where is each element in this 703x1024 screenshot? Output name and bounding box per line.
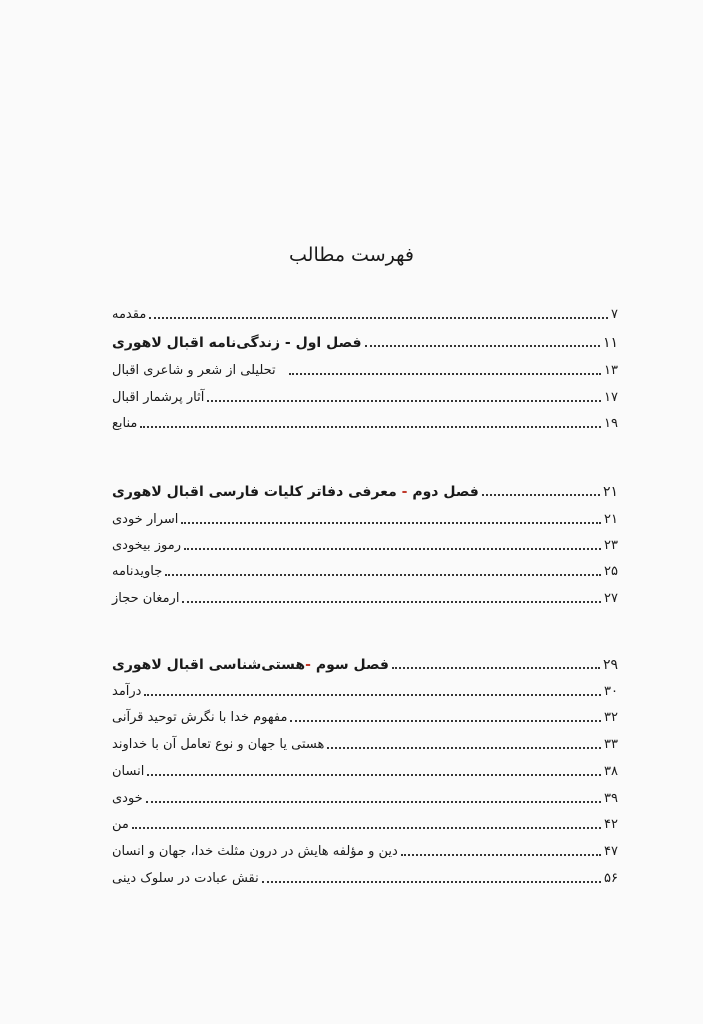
toc-leader-dots	[165, 573, 601, 576]
toc-entry-label: هستی یا جهان و نوع تعامل آن با خداوند	[112, 737, 325, 752]
toc-page-number: ۱۷	[604, 390, 618, 405]
toc-page-number: ۳۲	[604, 710, 618, 725]
toc-entry[interactable]	[112, 385, 618, 407]
toc-entry[interactable]	[112, 358, 618, 380]
toc-page-number: ۵۶	[604, 871, 618, 886]
toc-leader-dots	[149, 316, 608, 319]
toc-entry-label	[112, 656, 389, 674]
chapter-number: فصل دوم	[412, 484, 479, 500]
toc-page-number: ۳۸	[604, 764, 618, 779]
toc-entry[interactable]	[112, 302, 618, 324]
toc-leader-dots	[146, 800, 601, 803]
toc-page-number: ۳۰	[604, 684, 618, 699]
toc-entry-label: مقدمه	[112, 307, 147, 322]
toc-leader-dots	[140, 425, 601, 428]
toc-page-number: ۲۱	[602, 484, 618, 500]
toc-entry-label: آثار پرشمار اقبال	[112, 390, 205, 405]
chapter-separator: -	[305, 657, 316, 673]
toc-chapter-entry[interactable]	[112, 479, 618, 501]
chapter-separator: -	[396, 484, 413, 500]
toc-entry-label: من	[112, 817, 129, 832]
page-title: فهرست مطالب	[289, 244, 414, 266]
chapter-title: هستی‌شناسی اقبال لاهوری	[112, 657, 306, 673]
toc-entry[interactable]	[112, 866, 618, 888]
toc-entry-label: مفهوم خدا با نگرش توحید قرآنی	[112, 710, 288, 725]
toc-page-number: ۲۳	[604, 538, 618, 553]
toc-entry[interactable]	[112, 705, 618, 727]
toc-entry[interactable]	[112, 759, 618, 781]
toc-entry[interactable]	[112, 533, 618, 555]
toc-entry[interactable]	[112, 411, 618, 433]
toc-entry[interactable]	[112, 679, 618, 701]
toc-page-number: ۱۹	[604, 416, 618, 431]
toc-chapter-entry[interactable]	[112, 330, 618, 352]
toc-entry-label: فصل اول - زندگی‌نامه اقبال لاهوری	[112, 335, 362, 351]
toc-entry-label: دین و مؤلفه هایش در درون مثلث خدا، جهان و انسان	[112, 844, 398, 859]
toc-page-number: ۷	[611, 307, 618, 322]
toc-entry[interactable]	[112, 786, 618, 808]
toc-chapter-entry[interactable]	[112, 652, 618, 674]
toc-page-number: ۱۱	[602, 335, 618, 351]
toc-entry-label: انسان	[112, 764, 145, 779]
toc-entry[interactable]	[112, 586, 618, 608]
toc-entry-label: نقش عبادت در سلوک دینی	[112, 871, 259, 886]
chapter-title: معرفی دفاتر کلیات فارسی اقبال لاهوری	[112, 484, 397, 500]
toc-entry-label	[112, 483, 479, 501]
toc-page-number: ۱۳	[604, 363, 618, 378]
toc-entry-label: خودی	[112, 791, 143, 806]
toc-page-number: ۳۹	[604, 791, 618, 806]
toc-entry-label: ارمغان حجاز	[112, 591, 180, 606]
toc-leader-dots	[182, 600, 601, 603]
toc-leader-dots	[290, 719, 601, 722]
toc-entry-label: درآمد	[112, 684, 142, 699]
toc-page-number: ۴۷	[604, 844, 618, 859]
chapter-number: فصل سوم	[315, 657, 389, 673]
toc-leader-dots	[207, 399, 601, 402]
toc-leader-dots	[144, 693, 601, 696]
toc-leader-dots	[392, 666, 600, 669]
toc-page-number: ۲۵	[604, 564, 618, 579]
toc-page-number: ۳۳	[604, 737, 618, 752]
toc-leader-dots	[327, 746, 601, 749]
toc-page-number: ۲۹	[602, 657, 618, 673]
toc-leader-dots	[365, 344, 600, 347]
toc-page-number: ۴۲	[604, 817, 618, 832]
toc-leader-dots	[181, 521, 601, 524]
toc-entry[interactable]	[112, 732, 618, 754]
toc-entry-label: تحلیلی از شعر و شاعری اقبال	[112, 363, 276, 378]
toc-leader-dots	[401, 853, 601, 856]
toc-entry[interactable]	[112, 812, 618, 834]
toc-entry-label: منابع	[112, 416, 138, 431]
toc-leader-dots	[132, 826, 601, 829]
toc-leader-dots	[147, 773, 601, 776]
toc-entry-label: اسرار خودی	[112, 512, 179, 527]
toc-entry[interactable]	[112, 559, 618, 581]
toc-leader-dots	[289, 372, 601, 375]
toc-entry[interactable]	[112, 507, 618, 529]
toc-leader-dots	[482, 493, 600, 496]
toc-entry-label: رموز بیخودی	[112, 538, 181, 553]
toc-page-number: ۲۷	[604, 591, 618, 606]
toc-leader-dots	[184, 547, 601, 550]
toc-entry[interactable]	[112, 839, 618, 861]
toc-page-number: ۲۱	[604, 512, 618, 527]
toc-leader-dots	[262, 880, 601, 883]
toc-entry-label: جاویدنامه	[112, 564, 163, 579]
